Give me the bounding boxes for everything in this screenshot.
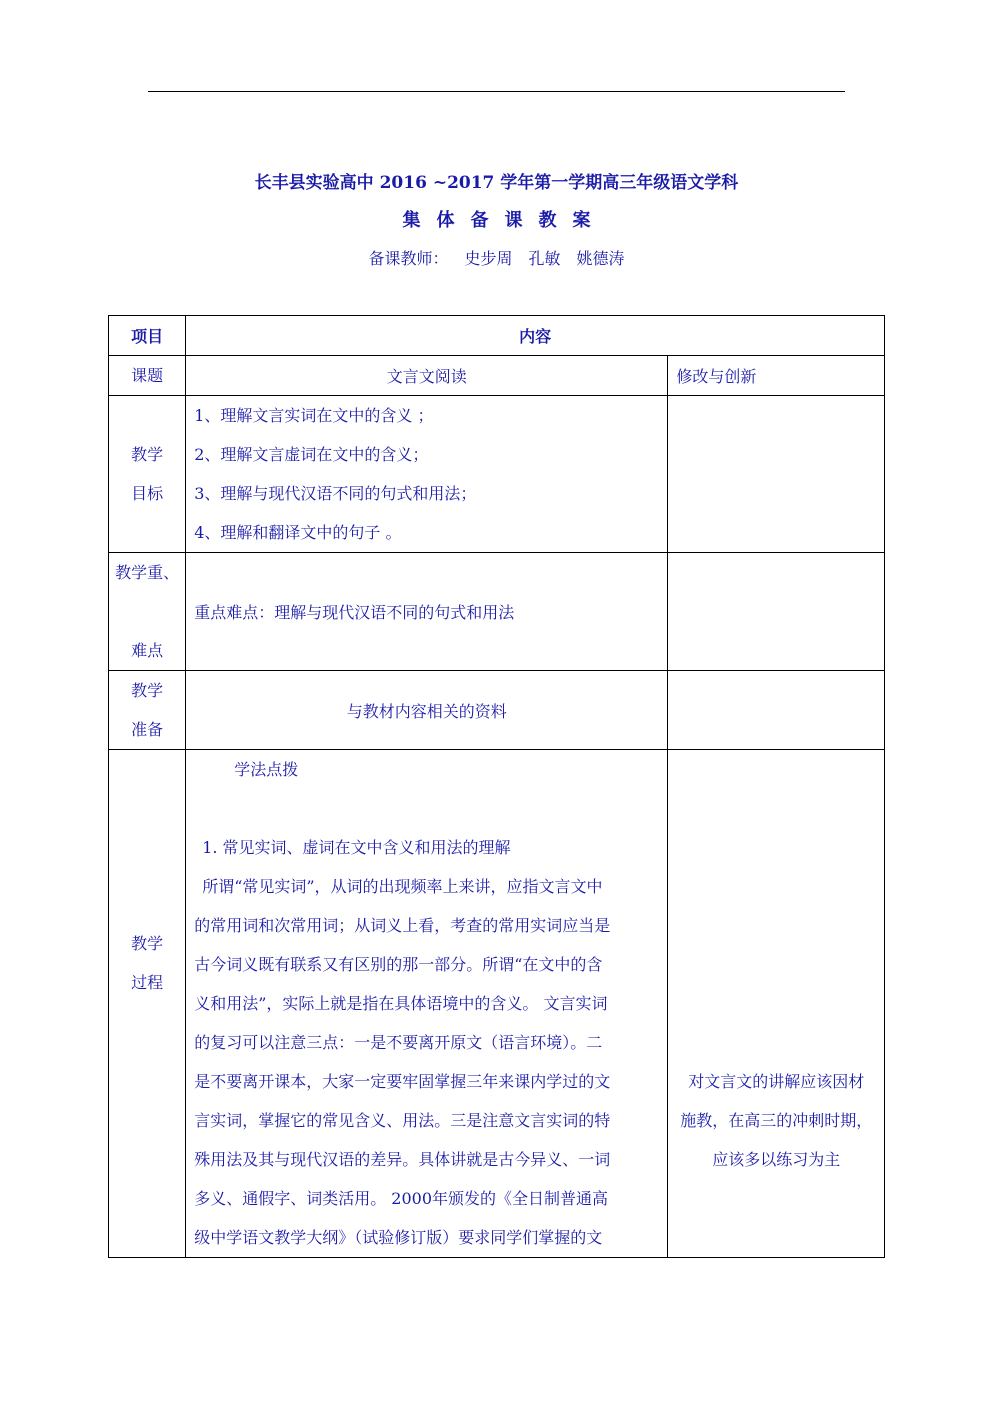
process-subheading: 1. 常见实词、虚词在文中含义和用法的理解 [202, 838, 511, 857]
goals-list [186, 396, 668, 553]
process-label: 教学 过程 [109, 750, 186, 1258]
list-item: 3、理解与现代汉语不同的句式和用法； [194, 484, 477, 503]
preparation-text: 与教材内容相关的资料 [186, 671, 668, 750]
preparation-row [109, 671, 885, 750]
key-points-text: 重点难点：理解与现代汉语不同的句式和用法 [186, 553, 668, 671]
header-rule [148, 91, 845, 92]
paragraph-line: 是不要离开课本，大家一定要牢固掌握三年来课内学过的文 [194, 1072, 611, 1091]
subtitle-char: 案 [572, 210, 591, 231]
header-item: 项目 [109, 316, 186, 356]
teacher-name: 姚德涛 [576, 249, 625, 268]
notes-label: 修改与创新 [668, 356, 885, 396]
paragraph-line: 多义、通假字、词类活用。 2000年颁发的《全日制普通高 [194, 1189, 608, 1208]
subtitle-char: 课 [504, 210, 523, 231]
teacher-name: 孔敏 [528, 249, 561, 268]
key-points-notes [668, 553, 885, 671]
preparation-notes [668, 671, 885, 750]
list-item: 2、理解文言虚词在文中的含义； [194, 445, 429, 464]
goals-row [109, 396, 885, 553]
goals-notes [668, 396, 885, 553]
note-line: 施教，在高三的冲刺时期， [680, 1111, 873, 1130]
topic-value: 文言文阅读 [186, 356, 668, 396]
paragraph-line: 义和用法”，实际上就是指在具体语境中的含义。 文言实词 [194, 994, 608, 1013]
note-line: 应该多以练习为主 [712, 1150, 841, 1169]
teachers-line [0, 246, 993, 269]
teacher-name: 史步周 [464, 249, 513, 268]
lesson-plan-table [108, 315, 885, 1258]
process-row [109, 750, 885, 1258]
list-item: 4、理解和翻译文中的句子 。 [194, 523, 402, 542]
topic-row [109, 356, 885, 396]
subtitle-char: 备 [470, 210, 489, 231]
key-points-row [109, 553, 885, 671]
subtitle-char: 体 [436, 210, 455, 231]
teachers-label: 备课教师： [368, 249, 449, 268]
document-title: 长丰县实验高中 2016 ~2017 学年第一学期高三年级语文学科 [254, 173, 739, 193]
note-line: 对文言文的讲解应该因材 [688, 1072, 865, 1091]
header-content: 内容 [186, 316, 885, 356]
paragraph-line: 古今词义既有联系又有区别的那一部分。所谓“在文中的含 [194, 955, 603, 974]
subtitle-char: 集 [402, 210, 421, 231]
paragraph-line: 所谓“常见实词”，从词的出现频率上来讲，应指文言文中 [202, 877, 603, 896]
document-subtitle [0, 206, 993, 232]
preparation-label: 教学 准备 [109, 671, 186, 750]
process-content [186, 750, 668, 1258]
process-notes [668, 750, 885, 1258]
table-header-row [109, 316, 885, 356]
goals-label: 教学 目标 [109, 396, 186, 553]
subtitle-char: 教 [538, 210, 557, 231]
process-heading: 学法点拨 [234, 760, 299, 779]
paragraph-line: 殊用法及其与现代汉语的差异。具体讲就是古今异义、一词 [194, 1150, 611, 1169]
paragraph-line: 级中学语文教学大纲》（试验修订版）要求同学们掌握的文 [194, 1228, 603, 1247]
paragraph-line: 的常用词和次常用词；从词义上看，考查的常用实词应当是 [194, 916, 611, 935]
key-points-label: 教学重、 难点 [109, 553, 186, 671]
paragraph-line: 的复习可以注意三点：一是不要离开原文（语言环境）。二 [194, 1033, 603, 1052]
list-item: 1、理解文言实词在文中的含义 ； [194, 406, 434, 425]
topic-label: 课题 [109, 356, 186, 396]
paragraph-line: 言实词，掌握它的常见含义、用法。三是注意文言实词的特 [194, 1111, 611, 1130]
